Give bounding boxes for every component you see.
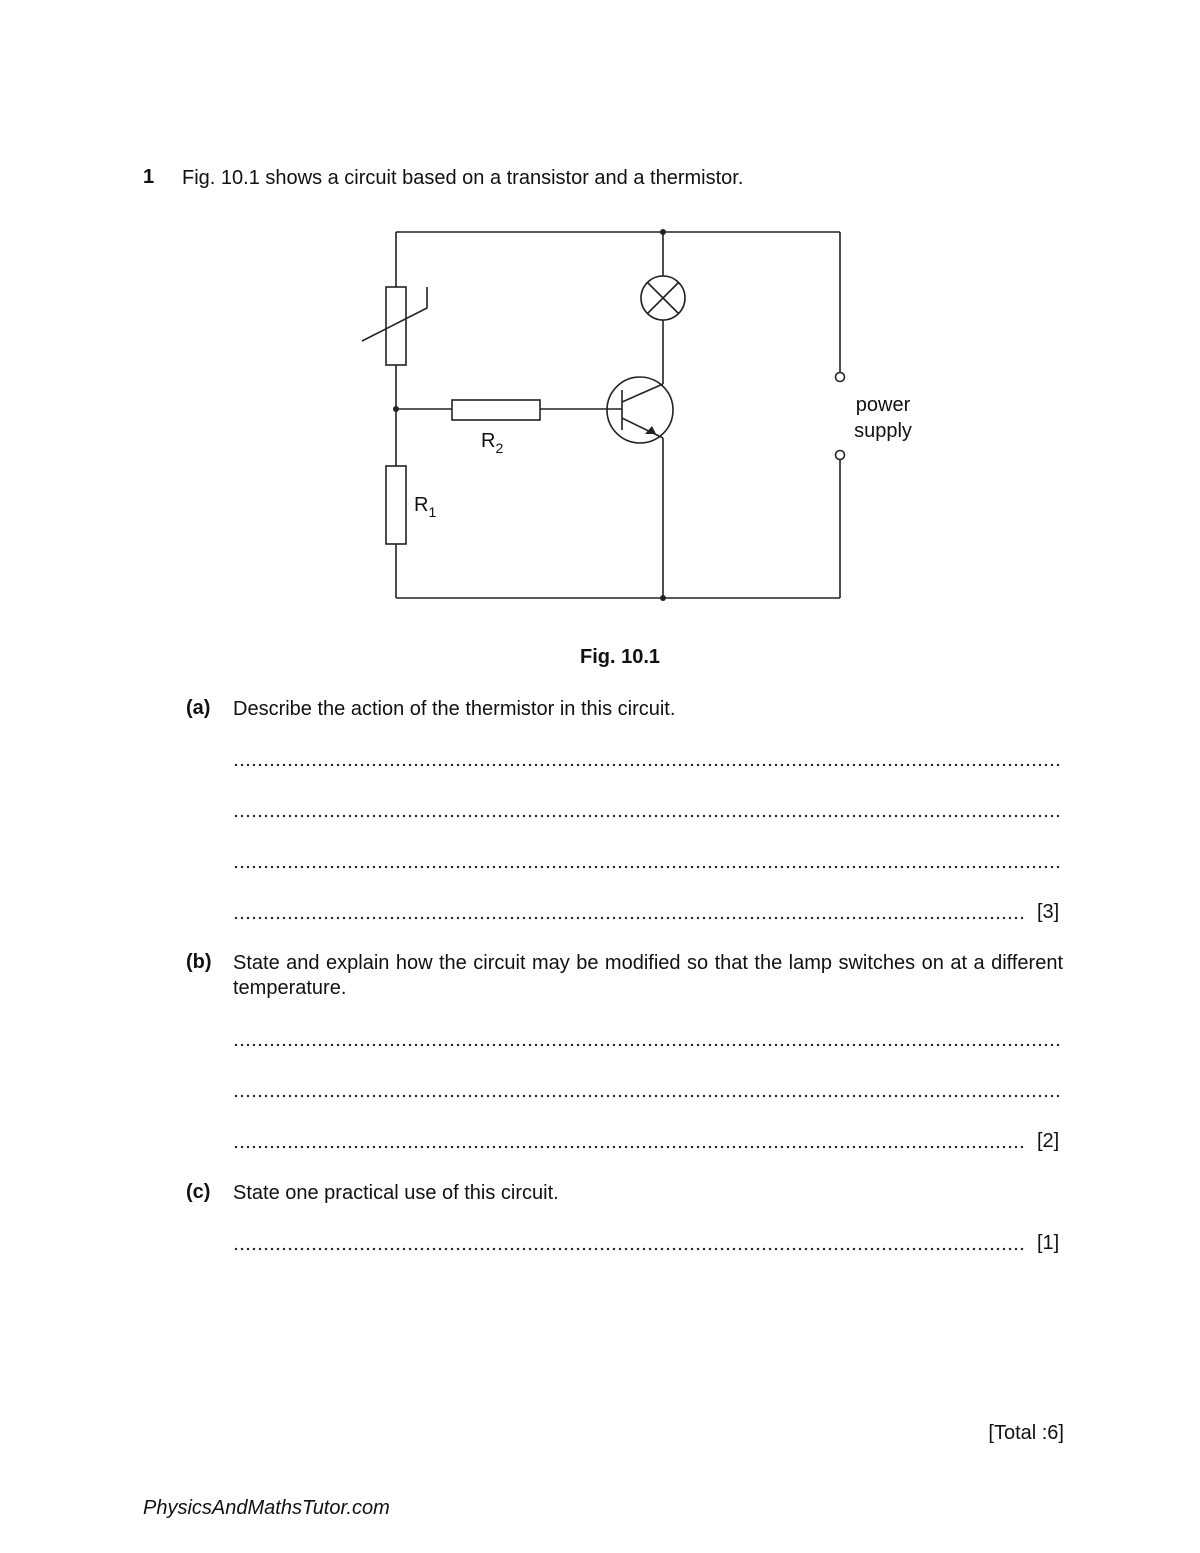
supply-terminal-top xyxy=(836,373,845,382)
transistor-symbol xyxy=(607,377,673,443)
answer-line[interactable] xyxy=(233,757,1060,771)
part-a-text: Describe the action of the thermistor in this circuit. xyxy=(233,698,676,720)
question-intro: Fig. 10.1 shows a circuit based on a transistor and a thermistor. xyxy=(182,167,744,189)
answer-line[interactable] xyxy=(233,808,1060,822)
resistor-r1 xyxy=(386,466,406,544)
answer-line[interactable] xyxy=(233,1139,1025,1153)
mark-allocation: [1] xyxy=(1037,1232,1060,1254)
lamp-symbol xyxy=(641,276,685,320)
part-b-text: State and explain how the circuit may be modified so that the lamp switches on at a different temperature. xyxy=(233,952,1063,999)
question-number: 1 xyxy=(143,166,155,188)
mark-allocation: [2] xyxy=(1037,1130,1060,1152)
junction-dot xyxy=(393,406,399,412)
supply-terminal-bottom xyxy=(836,451,845,460)
resistor-r2 xyxy=(452,400,540,420)
answer-line[interactable] xyxy=(233,1037,1060,1051)
footer-source: PhysicsAndMathsTutor.com xyxy=(143,1497,390,1519)
thermistor-symbol xyxy=(362,287,427,365)
r1-label: $R_1$ xyxy=(414,494,437,520)
supply-label: supply xyxy=(854,420,912,442)
junction-dot xyxy=(660,229,666,235)
answer-line[interactable] xyxy=(233,1088,1060,1102)
r2-label: $R_2$ xyxy=(481,430,504,456)
answer-line[interactable] xyxy=(233,1241,1025,1255)
answer-line[interactable] xyxy=(233,859,1060,873)
total-marks: [Total :6] xyxy=(988,1422,1064,1444)
circuit-diagram xyxy=(0,0,1200,640)
part-c-text: State one practical use of this circuit. xyxy=(233,1182,559,1204)
figure-caption: Fig. 10.1 xyxy=(579,646,661,668)
junction-dot xyxy=(660,595,666,601)
answer-line[interactable] xyxy=(233,910,1025,924)
part-a-label: (a) xyxy=(186,697,211,719)
part-b-label: (b) xyxy=(186,951,212,973)
power-label: power xyxy=(855,394,911,416)
mark-allocation: [3] xyxy=(1037,901,1060,923)
part-c-label: (c) xyxy=(186,1181,211,1203)
